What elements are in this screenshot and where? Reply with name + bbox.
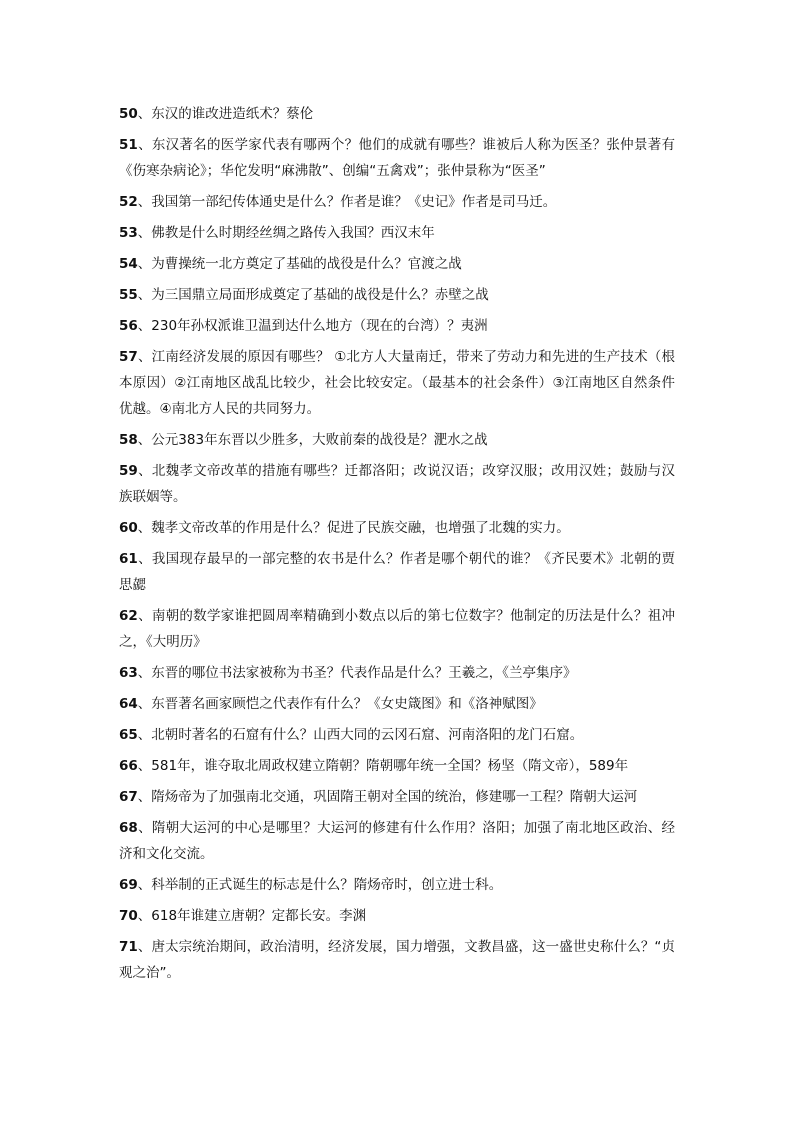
item-text: 、581年，谁夺取北周政权建立隋朝？隋朝哪年统一全国？杨坚（隋文帝），589年: [137, 758, 629, 774]
item-text: 、为曹操统一北方奠定了基础的战役是什么？官渡之战: [137, 256, 462, 272]
item-text: 、东汉著名的医学家代表有哪两个？他们的成就有哪些？谁被后人称为医圣？张仲景著有《伤寒杂病论》；华佗发明“麻沸散”、创编“五禽戏”；张仲景称为“医圣”: [119, 137, 675, 179]
item-number: 67: [119, 789, 138, 805]
item-number: 59: [119, 463, 138, 479]
item-text: 、唐太宗统治期间，政治清明，经济发展，国力增强，文教昌盛，这一盛世史称什么？“贞观之治”。: [119, 939, 675, 981]
item-number: 61: [119, 551, 138, 567]
item-number: 55: [119, 287, 138, 303]
item-number: 60: [119, 520, 138, 536]
list-item: [119, 603, 675, 655]
list-item: [119, 251, 675, 277]
item-text: 、东晋著名画家顾恺之代表作有什么？《女史箴图》和《洛神赋图》: [137, 696, 543, 712]
list-item: [119, 691, 675, 717]
item-text: 、为三国鼎立局面形成奠定了基础的战役是什么？赤壁之战: [137, 287, 489, 303]
item-number: 65: [119, 727, 138, 743]
item-text: 、东晋的哪位书法家被称为书圣？代表作品是什么？王羲之，《兰亭集序》: [137, 665, 577, 681]
item-text: 、科举制的正式诞生的标志是什么？隋炀帝时，创立进士科。: [137, 877, 503, 893]
list-item: [119, 313, 675, 339]
list-item: [119, 784, 675, 810]
item-number: 71: [119, 939, 138, 955]
item-number: 56: [119, 318, 138, 334]
item-number: 51: [119, 137, 138, 153]
item-text: 、隋朝大运河的中心是哪里？大运河的修建有什么作用？洛阳；加强了南北地区政治、经济和文化交流。: [119, 820, 675, 862]
item-text: 、公元383年东晋以少胜多，大败前秦的战役是？淝水之战: [137, 432, 488, 448]
list-item: [119, 427, 675, 453]
item-number: 70: [119, 908, 138, 924]
question-list: [119, 101, 675, 991]
item-text: 、北魏孝文帝改革的措施有哪些？迁都洛阳；改说汉语；改穿汉服；改用汉姓；鼓励与汉族联姻等。: [119, 463, 675, 505]
item-text: 、我国第一部纪传体通史是什么？作者是谁？《史记》作者是司马迁。: [137, 194, 557, 210]
item-number: 53: [119, 225, 138, 241]
list-item: [119, 872, 675, 898]
item-text: 、隋炀帝为了加强南北交通，巩固隋王朝对全国的统治，修建哪一工程？隋朝大运河: [137, 789, 638, 805]
list-item: [119, 458, 675, 510]
list-item: [119, 220, 675, 246]
item-text: 、江南经济发展的原因有哪些？ ①北方人大量南迁，带来了劳动力和先进的生产技术（根本原因）②江南地区战乱比较少，社会比较安定。（最基本的社会条件）③江南地区自然条件优越。④南北方人民的共同努力。: [119, 349, 675, 417]
item-text: 、北朝时著名的石窟有什么？山西大同的云冈石窟、河南洛阳的龙门石窟。: [137, 727, 584, 743]
item-number: 63: [119, 665, 138, 681]
item-number: 52: [119, 194, 138, 210]
list-item: [119, 282, 675, 308]
item-number: 66: [119, 758, 138, 774]
item-number: 57: [119, 349, 138, 365]
list-item: [119, 515, 675, 541]
list-item: [119, 903, 675, 929]
item-text: 、618年谁建立唐朝？定都长安。李渊: [137, 908, 367, 924]
list-item: [119, 722, 675, 748]
list-item: [119, 189, 675, 215]
item-number: 54: [119, 256, 138, 272]
list-item: [119, 344, 675, 422]
item-text: 、东汉的谁改进造纸术？蔡伦: [137, 106, 314, 122]
item-number: 62: [119, 608, 138, 624]
item-number: 58: [119, 432, 138, 448]
list-item: [119, 660, 675, 686]
list-item: [119, 753, 675, 779]
list-item: [119, 132, 675, 184]
item-text: 、魏孝文帝改革的作用是什么？促进了民族交融，也增强了北魏的实力。: [137, 520, 570, 536]
list-item: [119, 815, 675, 867]
item-number: 68: [119, 820, 138, 836]
item-number: 69: [119, 877, 138, 893]
list-item: [119, 101, 675, 127]
item-text: 、佛教是什么时期经丝绸之路传入我国？西汉末年: [137, 225, 435, 241]
list-item: [119, 934, 675, 986]
item-text: 、我国现存最早的一部完整的农书是什么？作者是哪个朝代的谁？《齐民要术》北朝的贾思勰: [119, 551, 675, 593]
list-item: [119, 546, 675, 598]
item-text: 、230年孙权派谁卫温到达什么地方（现在的台湾）？夷洲: [137, 318, 488, 334]
item-number: 64: [119, 696, 138, 712]
item-number: 50: [119, 106, 138, 122]
item-text: 、南朝的数学家谁把圆周率精确到小数点以后的第七位数字？他制定的历法是什么？祖冲之，《大明历》: [119, 608, 675, 650]
